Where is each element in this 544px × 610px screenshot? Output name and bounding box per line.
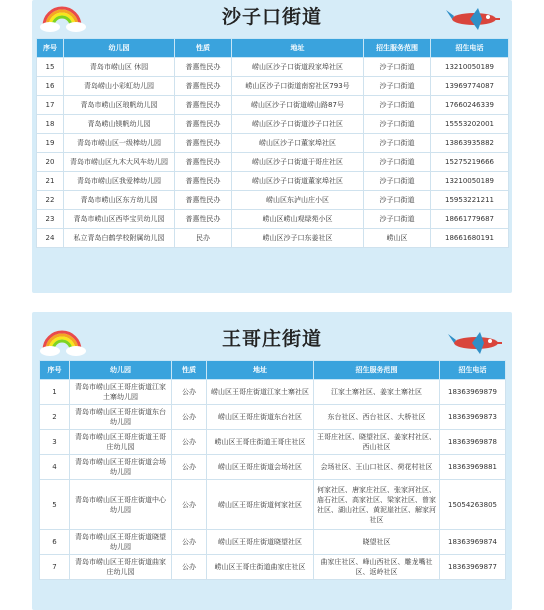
cell-phone: 13863935882 <box>431 134 509 153</box>
cell-address: 崂山区王哥庄街道曲家庄社区 <box>207 555 314 580</box>
cell-index: 24 <box>37 229 64 248</box>
table-row <box>40 405 506 430</box>
cell-type: 普惠性民办 <box>175 115 232 134</box>
table-row <box>37 134 509 153</box>
kindergarten-table-wanggezhuang <box>39 360 506 580</box>
cell-address: 崂山区王哥庄街道东台社区 <box>207 405 314 430</box>
cell-kindergarten: 青岛市崂山区东方幼儿园 <box>64 191 175 210</box>
cell-address: 崂山区沙子口东姜社区 <box>232 229 364 248</box>
cell-service-area: 曲家庄社区、峰山西社区、雕龙嘴社区、返岭社区 <box>314 555 440 580</box>
cell-index: 22 <box>37 191 64 210</box>
cell-service-area: 沙子口街道 <box>364 191 431 210</box>
table-row <box>40 480 506 530</box>
cell-kindergarten: 青岛市崂山区西毕宝贝幼儿园 <box>64 210 175 229</box>
cell-phone: 18363969877 <box>440 555 506 580</box>
col-header-address: 地址 <box>232 39 364 58</box>
cell-service-area: 江家土寨社区、姜家土寨社区 <box>314 380 440 405</box>
col-header-type: 性质 <box>175 39 232 58</box>
cell-type: 公办 <box>172 455 207 480</box>
cell-phone: 15953221211 <box>431 191 509 210</box>
cell-index: 2 <box>40 405 70 430</box>
table-row <box>37 77 509 96</box>
table-row <box>37 172 509 191</box>
cell-address: 崂山区沙子口街道沙子口社区 <box>232 115 364 134</box>
cell-address: 崂山区王哥庄街道何家社区 <box>207 480 314 530</box>
cell-address: 崂山区沙子口董家埠社区 <box>232 134 364 153</box>
cell-phone: 18363969878 <box>440 430 506 455</box>
cell-kindergarten: 私立青岛白鹤学校附属幼儿园 <box>64 229 175 248</box>
cell-type: 公办 <box>172 555 207 580</box>
table-row <box>37 229 509 248</box>
cell-service-area: 会场社区、王山口社区、荷花村社区 <box>314 455 440 480</box>
cell-index: 18 <box>37 115 64 134</box>
section-panel-shazikou <box>32 0 512 293</box>
cell-service-area: 沙子口街道 <box>364 134 431 153</box>
col-header-service-area: 招生服务范围 <box>314 361 440 380</box>
cell-service-area: 沙子口街道 <box>364 210 431 229</box>
section-title: 沙子口街道 <box>221 6 322 28</box>
cell-kindergarten: 青岛市崂山区琅帆幼儿园 <box>64 96 175 115</box>
cell-service-area: 王哥庄社区、晓望社区、姜家村社区、西山社区 <box>314 430 440 455</box>
kindergarten-table-shazikou <box>36 38 509 248</box>
table-row <box>37 153 509 172</box>
cell-service-area: 晓望社区 <box>314 530 440 555</box>
cell-address: 崂山区沙子口街道南窑社区793号 <box>232 77 364 96</box>
col-header-address: 地址 <box>207 361 314 380</box>
col-header-index: 序号 <box>37 39 64 58</box>
cell-service-area: 沙子口街道 <box>364 58 431 77</box>
cell-address: 崂山区沙子口街道段家埠社区 <box>232 58 364 77</box>
col-header-index: 序号 <box>40 361 70 380</box>
cell-kindergarten: 青岛市崂山区我爱棒幼儿园 <box>64 172 175 191</box>
cell-index: 7 <box>40 555 70 580</box>
table-header-row <box>37 39 509 58</box>
cell-kindergarten: 青岛崂山镁帆幼儿园 <box>64 115 175 134</box>
cell-index: 3 <box>40 430 70 455</box>
cell-index: 16 <box>37 77 64 96</box>
col-header-kindergarten: 幼儿园 <box>64 39 175 58</box>
cell-phone: 17660246339 <box>431 96 509 115</box>
cell-index: 20 <box>37 153 64 172</box>
cell-address: 崂山区沙子口街道董家埠社区 <box>232 172 364 191</box>
cell-kindergarten: 青岛市崂山区王哥庄街道王哥庄幼儿园 <box>70 430 172 455</box>
cell-phone: 18363969874 <box>440 530 506 555</box>
table-row <box>40 430 506 455</box>
cell-type: 公办 <box>172 480 207 530</box>
cell-phone: 18661779687 <box>431 210 509 229</box>
cell-phone: 15553202001 <box>431 115 509 134</box>
table-header-row <box>40 361 506 380</box>
cell-service-area: 崂山区 <box>364 229 431 248</box>
cell-index: 19 <box>37 134 64 153</box>
cell-type: 普惠性民办 <box>175 96 232 115</box>
cell-service-area: 沙子口街道 <box>364 96 431 115</box>
cell-type: 公办 <box>172 430 207 455</box>
table-row <box>40 380 506 405</box>
cell-type: 普惠性民办 <box>175 210 232 229</box>
cell-service-area: 东台社区、西台社区、大桥社区 <box>314 405 440 430</box>
col-header-service-area: 招生服务范围 <box>364 39 431 58</box>
cell-address: 崂山区沙子口街道于哥庄社区 <box>232 153 364 172</box>
cell-phone: 13210050189 <box>431 58 509 77</box>
cell-phone: 18363969879 <box>440 380 506 405</box>
table-row <box>40 530 506 555</box>
table-row <box>37 191 509 210</box>
cell-index: 4 <box>40 455 70 480</box>
col-header-phone: 招生电话 <box>431 39 509 58</box>
cell-type: 普惠性民办 <box>175 172 232 191</box>
table-row <box>37 115 509 134</box>
cell-type: 普惠性民办 <box>175 134 232 153</box>
cell-type: 普惠性民办 <box>175 153 232 172</box>
cell-address: 崂山区沙子口街道崂山路87号 <box>232 96 364 115</box>
cell-address: 崂山区王哥庄街道江家土寨社区 <box>207 380 314 405</box>
cell-kindergarten: 青岛市崂山区王哥庄街道中心幼儿园 <box>70 480 172 530</box>
cell-service-area: 沙子口街道 <box>364 153 431 172</box>
cell-kindergarten: 青岛市崂山区一级棒幼儿园 <box>64 134 175 153</box>
cell-index: 15 <box>37 58 64 77</box>
cell-kindergarten: 青岛市崂山区 休园 <box>64 58 175 77</box>
table-row <box>40 555 506 580</box>
cell-phone: 15054263805 <box>440 480 506 530</box>
cell-type: 公办 <box>172 530 207 555</box>
table-row <box>40 455 506 480</box>
cell-index: 21 <box>37 172 64 191</box>
cell-address: 崂山区王哥庄街道王哥庄社区 <box>207 430 314 455</box>
cell-address: 崂山区王哥庄街道会场社区 <box>207 455 314 480</box>
cell-service-area: 何家社区、唐家庄社区、张家河社区、庙石社区、高家社区、梁家社区、曾家社区、湖山社区、黄泥崖社区、解家河社区 <box>314 480 440 530</box>
cell-phone: 13210050189 <box>431 172 509 191</box>
cell-service-area: 沙子口街道 <box>364 172 431 191</box>
cell-type: 民办 <box>175 229 232 248</box>
col-header-type: 性质 <box>172 361 207 380</box>
cell-kindergarten: 青岛市崂山区王哥庄街道东台幼儿园 <box>70 405 172 430</box>
cell-phone: 15275219666 <box>431 153 509 172</box>
col-header-phone: 招生电话 <box>440 361 506 380</box>
cell-phone: 18363969881 <box>440 455 506 480</box>
cell-address: 崂山区王哥庄街道晓望社区 <box>207 530 314 555</box>
cell-kindergarten: 青岛市崂山区王哥庄街道曲家庄幼儿园 <box>70 555 172 580</box>
cell-phone: 18661680191 <box>431 229 509 248</box>
cell-type: 公办 <box>172 405 207 430</box>
cell-type: 普惠性民办 <box>175 77 232 96</box>
cell-address: 崂山区东泸山庄小区 <box>232 191 364 210</box>
col-header-kindergarten: 幼儿园 <box>70 361 172 380</box>
cell-kindergarten: 青岛崂山小彩虹幼儿园 <box>64 77 175 96</box>
cell-index: 1 <box>40 380 70 405</box>
cell-address: 崂山区崂山观绿苑小区 <box>232 210 364 229</box>
cell-index: 23 <box>37 210 64 229</box>
cell-index: 17 <box>37 96 64 115</box>
cell-index: 5 <box>40 480 70 530</box>
table-row <box>37 210 509 229</box>
cell-type: 普惠性民办 <box>175 58 232 77</box>
cell-kindergarten: 青岛市崂山区王哥庄街道晓望幼儿园 <box>70 530 172 555</box>
cell-kindergarten: 青岛市崂山区王哥庄街道江家土寨幼儿园 <box>70 380 172 405</box>
table-row <box>37 58 509 77</box>
cell-service-area: 沙子口街道 <box>364 77 431 96</box>
airplane-icon <box>446 328 506 356</box>
section-title: 王哥庄街道 <box>221 328 322 350</box>
airplane-icon <box>444 4 504 32</box>
cell-kindergarten: 青岛市崂山区九木大风车幼儿园 <box>64 153 175 172</box>
cell-phone: 18363969873 <box>440 405 506 430</box>
cell-kindergarten: 青岛市崂山区王哥庄街道会场幼儿园 <box>70 455 172 480</box>
table-row <box>37 96 509 115</box>
cell-type: 公办 <box>172 380 207 405</box>
cell-index: 6 <box>40 530 70 555</box>
cell-phone: 13969774087 <box>431 77 509 96</box>
cell-service-area: 沙子口街道 <box>364 115 431 134</box>
cell-type: 普惠性民办 <box>175 191 232 210</box>
section-panel-wanggezhuang <box>32 312 512 610</box>
